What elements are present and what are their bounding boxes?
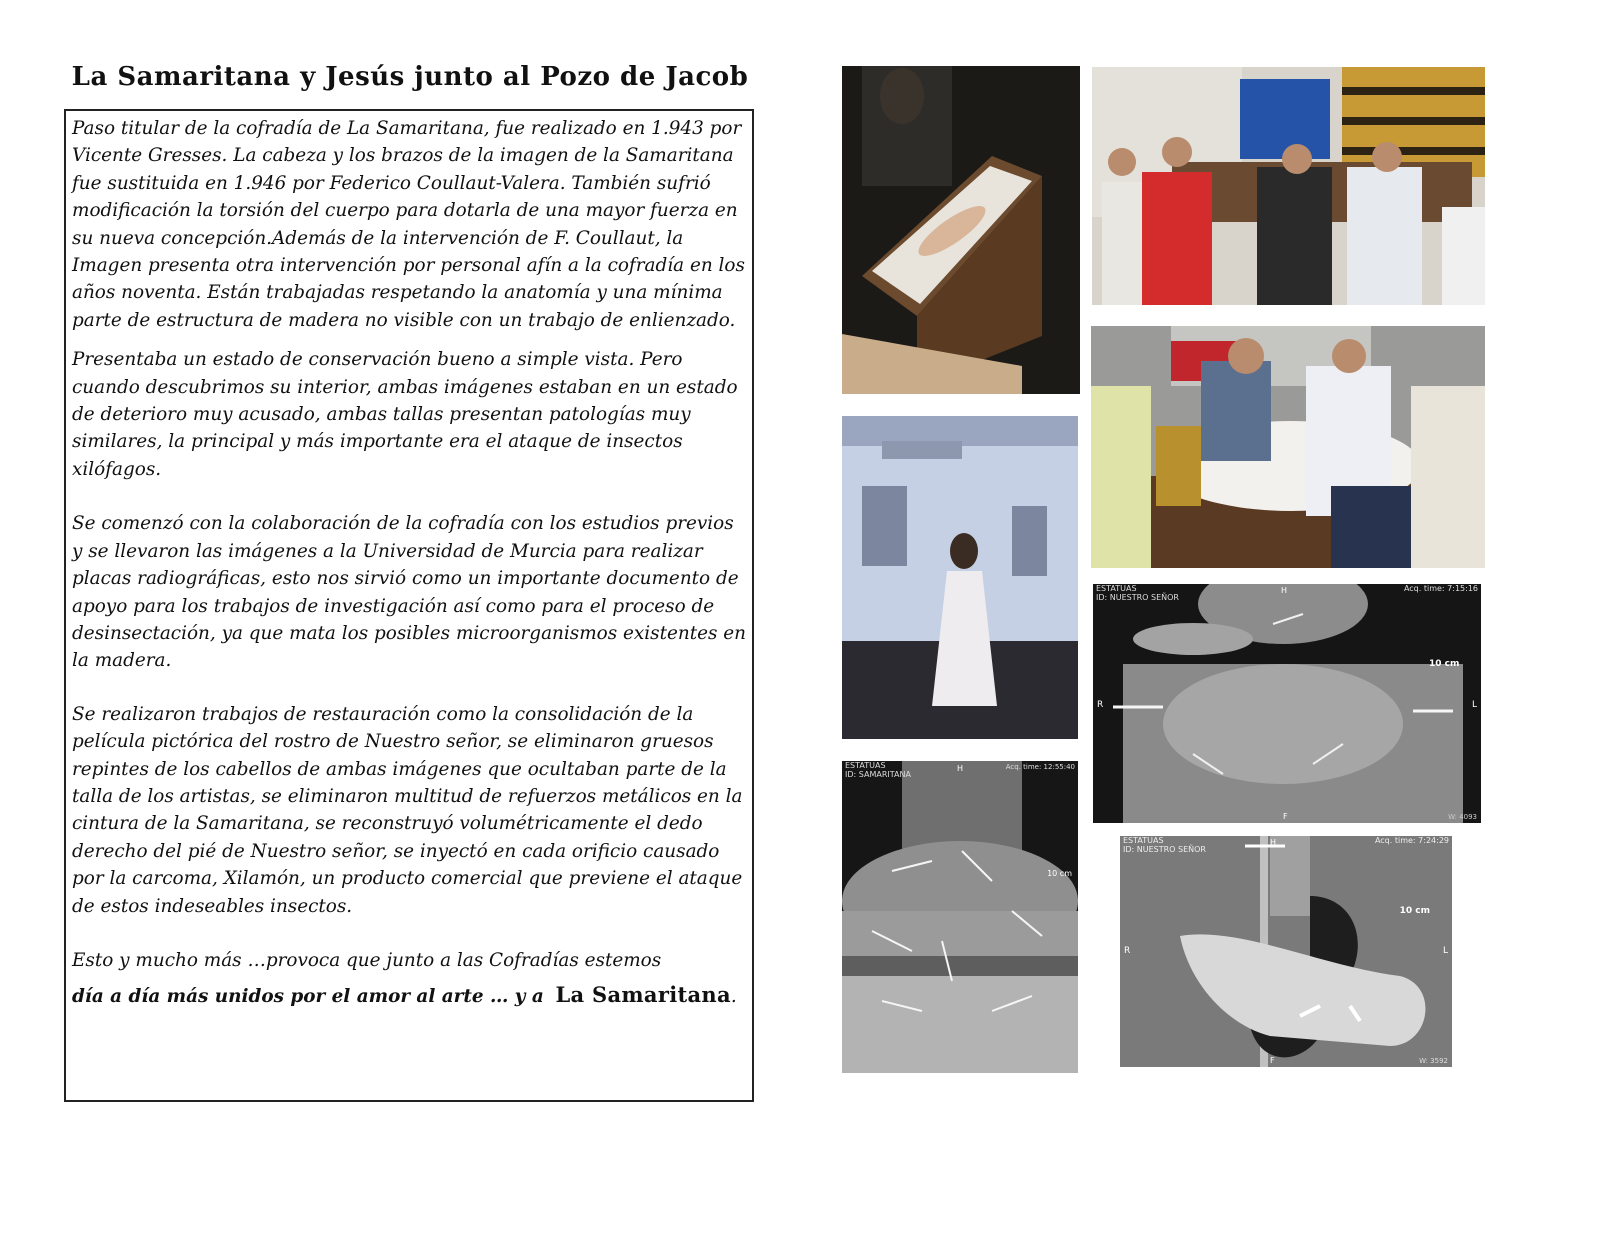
xray1-l: L — [1471, 700, 1477, 710]
xray3-footer: W: 3592 — [1419, 1057, 1448, 1065]
paragraph-intro: Paso titular de la cofradía de La Samaritana, fue realizado en 1.943 por Vicente Gresses. La cabeza y los brazos de la imagen de la Samaritana fue sustituida en 1.946 por Federico Coullaut-Valera. También sufrió modificación la torsión del cuerpo para dotarla de una mayor fuerza en su nueva concepción.Además de la intervención de F. Coullaut, la Imagen presenta otra intervención por personal afín a la cofradía en los años noventa. Están trabajadas respetando la anatomía y una mínima parte de estructura de madera no visible con un trabajo de enlienzado. — [72, 118, 745, 331]
xray1-footer: W: 4093 — [1448, 813, 1477, 821]
xray2-subheader: ID: SAMARITANA — [845, 770, 911, 779]
closing-line-1: Esto y mucho más …provoca que junto a las Cofradías estemos — [72, 949, 662, 971]
photo-radiography-room — [842, 416, 1078, 739]
paragraph-closing — [72, 944, 746, 1014]
xray3-subheader: ID: NUESTRO SEÑOR — [1123, 845, 1206, 854]
xray2-scale: 10 cm — [1047, 869, 1072, 878]
page-title: La Samaritana y Jesús junto al Pozo de Jacob — [71, 62, 749, 92]
xray3-scale: 10 cm — [1399, 906, 1430, 916]
xray1-r: R — [1097, 700, 1104, 710]
xray3-header: ESTATUAS — [1123, 836, 1164, 845]
xray1-header: ESTATUAS — [1096, 584, 1137, 593]
xray2-h: H — [957, 764, 964, 773]
brand-name: La Samaritana — [555, 981, 731, 1007]
xray-nuestro-senor-torso — [1093, 584, 1481, 823]
xray2-acq: Acq. time: 12:55:40 — [1005, 763, 1075, 771]
text-box — [64, 109, 754, 1102]
xray3-h: H — [1270, 838, 1277, 847]
xray1-h: H — [1281, 586, 1288, 595]
xray3-l: L — [1442, 946, 1448, 956]
photo-lifting — [1092, 67, 1485, 305]
xray1-f: F — [1283, 812, 1288, 821]
paragraph-studies: Se comenzó con la colaboración de la cofradía con los estudios previos y se llevaron las imágenes a la Universidad de Murcia para realizar placas radiográficas, esto nos sirvió como un importante documento de apoyo para los trabajos de investigación así como para el proceso de desinsectación, ya que mata los posibles microorganismos existentes en la madera. — [72, 513, 746, 672]
paragraph-condition: Presentaba un estado de conservación bueno a simple vista. Pero cuando descubrimos su interior, ambas imágenes estaban en un estado de deterioro muy acusado, ambas tallas presentan patologías muy similares, la principal y más importante era el ataque de insectos xilófagos. — [72, 349, 738, 480]
xray2-header: ESTATUAS — [845, 761, 886, 770]
paragraph-restoration: Se realizaron trabajos de restauración como la consolidación de la película pictórica del rostro de Nuestro señor, se eliminaron gruesos repintes de los cabellos de ambas imágenes que ocultaban parte de la talla de los artistas, se eliminaron multitud de refuerzos metálicos en la cintura de la Samaritana, se reconstruyó volumétricamente el dedo derecho del pié de Nuestro señor, se inyectó en cada orificio causado por la carcoma, Xilamón, un producto comercial que previene el ataque de estos indeseables insectos. — [72, 703, 743, 917]
xray1-scale: 10 cm — [1429, 659, 1460, 669]
closing-line-2: día a día más unidos por el amor al arte … y a — [72, 985, 544, 1007]
xray3-r: R — [1124, 946, 1131, 956]
photo-coffin — [842, 66, 1080, 394]
xray3-f: F — [1270, 1056, 1275, 1065]
xray1-acq: Acq. time: 7:15:16 — [1403, 584, 1478, 593]
xray-samaritana-neck — [842, 761, 1078, 1073]
closing-period: . — [730, 985, 737, 1007]
xray1-subheader: ID: NUESTRO SEÑOR — [1096, 593, 1179, 602]
xray3-acq: Acq. time: 7:24:29 — [1374, 836, 1449, 845]
photo-unwrapping — [1091, 326, 1485, 568]
xray-nuestro-senor-foot — [1120, 836, 1452, 1067]
